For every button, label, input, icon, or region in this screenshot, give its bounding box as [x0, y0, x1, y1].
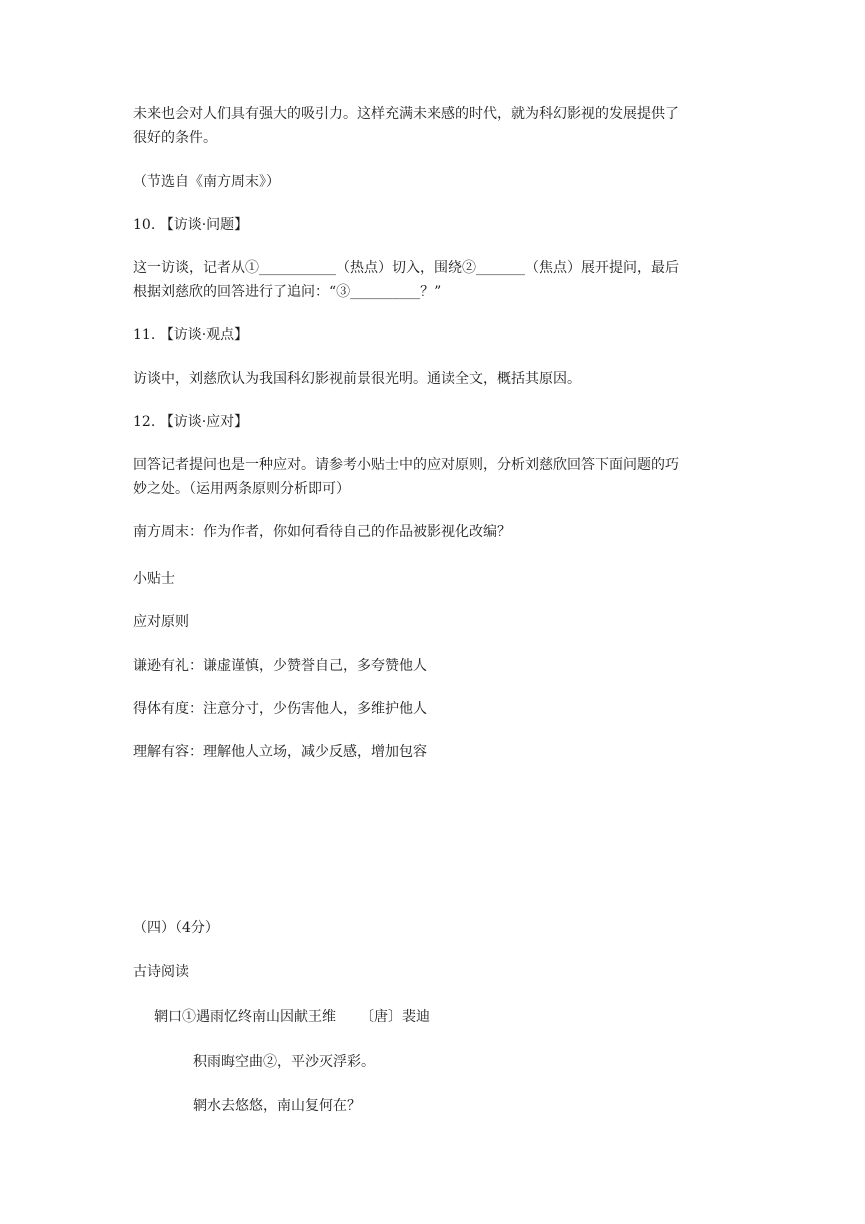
- question-12-heading: 12. 【访谈·应对】: [133, 414, 249, 430]
- question-10-line-1: 这一访谈，记者从①___________（热点）切入，围绕②_______（焦点）展开提问，最后: [133, 260, 679, 276]
- passage-closing-line-2: 很好的条件。: [133, 130, 217, 146]
- tips-item-3: 理解有容：理解他人立场，减少反感，增加包容: [133, 744, 427, 760]
- tips-title: 小贴士: [133, 571, 175, 587]
- section-4-heading: （四）（4分）: [133, 920, 219, 936]
- question-10-heading: 10. 【访谈·问题】: [133, 217, 249, 233]
- poem-line-2: 辋水去悠悠，南山复何在？: [193, 1098, 361, 1114]
- question-12-line-1: 回答记者提问也是一种应对。请参考小贴士中的应对原则，分析刘慈欣回答下面问题的巧: [133, 457, 679, 473]
- question-12-line-2: 妙之处。（运用两条原则分析即可）: [133, 481, 350, 497]
- passage-closing-line-1: 未来也会对人们具有强大的吸引力。这样充满未来感的时代，就为科幻影视的发展提供了: [133, 106, 679, 122]
- question-11-line-1: 访谈中，刘慈欣认为我国科幻影视前景很光明。通读全文，概括其原因。: [133, 371, 581, 387]
- tips-item-2: 得体有度：注意分寸，少伤害他人，多维护他人: [133, 701, 427, 717]
- section-4-label: 古诗阅读: [133, 964, 189, 980]
- poem-author: 〔唐〕裴迪: [360, 1009, 430, 1025]
- poem-line-1: 积雨晦空曲②，平沙灭浮彩。: [193, 1054, 375, 1070]
- poem-title-line: [154, 1005, 754, 1029]
- passage-source: （节选自《南方周末》）: [133, 174, 280, 190]
- question-11-heading: 11. 【访谈·观点】: [133, 327, 249, 343]
- poem-title: 辋口①遇雨忆终南山因献王维: [154, 1009, 336, 1025]
- tips-item-1: 谦逊有礼：谦虚谨慎，少赞誉自己，多夸赞他人: [133, 658, 427, 674]
- tips-subtitle: 应对原则: [133, 614, 189, 630]
- interview-question: 南方周末：作为作者，你如何看待自己的作品被影视化改编？: [133, 524, 511, 540]
- question-10-line-2: 根据刘慈欣的回答进行了追问：“③__________？”: [133, 284, 442, 300]
